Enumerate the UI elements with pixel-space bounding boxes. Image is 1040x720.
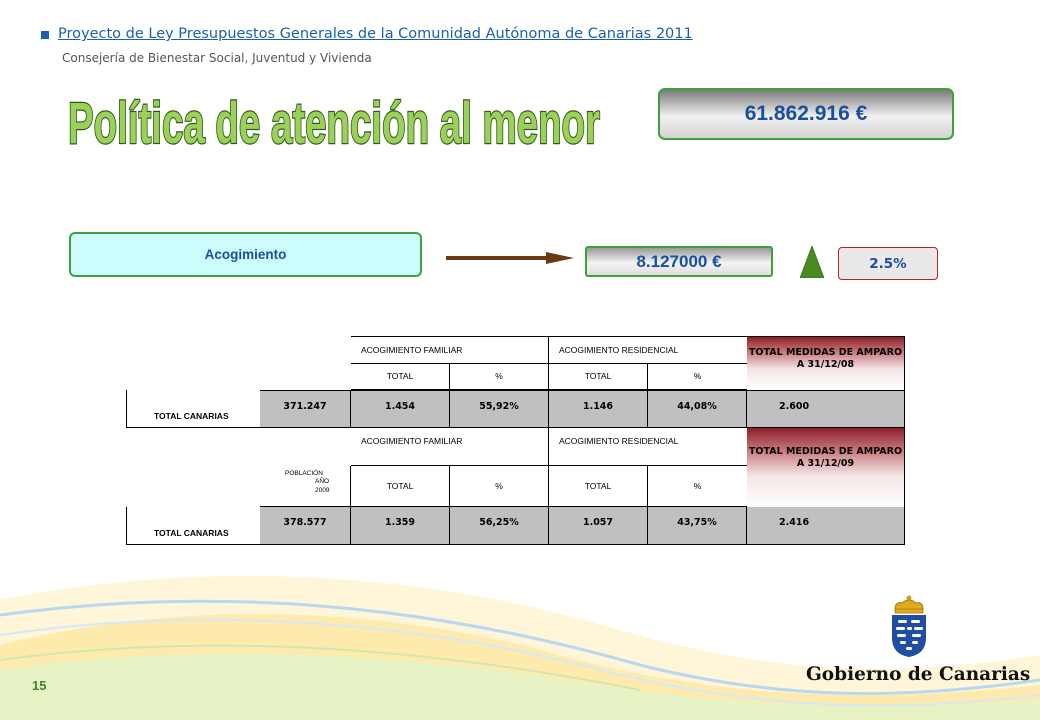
page-title-text: Política de atención al menor xyxy=(68,91,600,156)
percent-change-box xyxy=(838,247,938,280)
header-total-medidas: TOTAL MEDIDAS DE AMPARO A 31/12/08 xyxy=(747,336,905,390)
subheader-total: TOTAL xyxy=(351,364,450,390)
subheader-total: TOTAL xyxy=(549,364,648,390)
arrow-right-icon xyxy=(446,249,574,267)
percent-change: 2.5% xyxy=(869,255,907,272)
subheader-percent: % xyxy=(450,364,549,390)
cell-familiar-total: 1.359 xyxy=(351,507,450,545)
header-acogimiento-familiar: ACOGIMIENTO FAMILIAR xyxy=(351,336,549,364)
cell-familiar-pct: 56,25% xyxy=(450,507,549,545)
cell-familiar-pct: 55,92% xyxy=(450,390,549,428)
subheader-percent: % xyxy=(648,466,747,507)
government-wordmark: Gobierno de Canarias xyxy=(806,664,1031,685)
cell-familiar-total: 1.454 xyxy=(351,390,450,428)
acogimiento-amount: 8.127000 € xyxy=(636,251,722,271)
subheader-total: TOTAL xyxy=(351,466,450,507)
header-total-medidas: TOTAL MEDIDAS DE AMPARO A 31/12/09 xyxy=(747,428,905,507)
total-amount-box xyxy=(658,88,954,140)
header-bullet xyxy=(41,31,49,39)
subheader-percent: % xyxy=(648,364,747,390)
row-label: TOTAL CANARIAS xyxy=(126,507,260,545)
page-title xyxy=(66,88,606,160)
header-subtitle: Consejería de Bienestar Social, Juventud y Vivienda xyxy=(62,51,372,65)
subheader-percent: % xyxy=(450,466,549,507)
government-crest-icon xyxy=(887,594,931,658)
cell-poblacion: 378.577 xyxy=(260,507,351,545)
header-link[interactable]: Proyecto de Ley Presupuestos Generales de la Comunidad Autónoma de Canarias 2011 xyxy=(58,26,693,42)
cell-residencial-total: 1.057 xyxy=(549,507,648,545)
acogimiento-amount-box xyxy=(585,246,773,277)
increase-triangle-icon xyxy=(800,246,824,278)
row-label: TOTAL CANARIAS xyxy=(126,390,260,428)
cell-total: 2.416 xyxy=(747,507,905,545)
acogimiento-label: Acogimiento xyxy=(204,247,287,262)
poblacion-label-line: AÑO xyxy=(315,478,330,485)
header-acogimiento-familiar: ACOGIMIENTO FAMILIAR xyxy=(351,428,549,466)
poblacion-label xyxy=(260,466,351,507)
acogimiento-box[interactable] xyxy=(69,232,422,277)
cell-residencial-pct: 43,75% xyxy=(648,507,747,545)
decorative-waves xyxy=(0,560,1040,720)
cell-total: 2.600 xyxy=(747,390,905,428)
total-amount: 61.862.916 € xyxy=(744,102,868,125)
subheader-total: TOTAL xyxy=(549,466,648,507)
header-acogimiento-residencial: ACOGIMIENTO RESIDENCIAL xyxy=(549,336,747,364)
cell-poblacion: 371.247 xyxy=(260,390,351,428)
page-number: 15 xyxy=(32,678,47,693)
cell-residencial-total: 1.146 xyxy=(549,390,648,428)
poblacion-label-line: 2009 xyxy=(315,487,330,494)
header-acogimiento-residencial: ACOGIMIENTO RESIDENCIAL xyxy=(549,428,747,466)
poblacion-label-line: POBLACIÓN xyxy=(285,470,323,477)
cell-residencial-pct: 44,08% xyxy=(648,390,747,428)
